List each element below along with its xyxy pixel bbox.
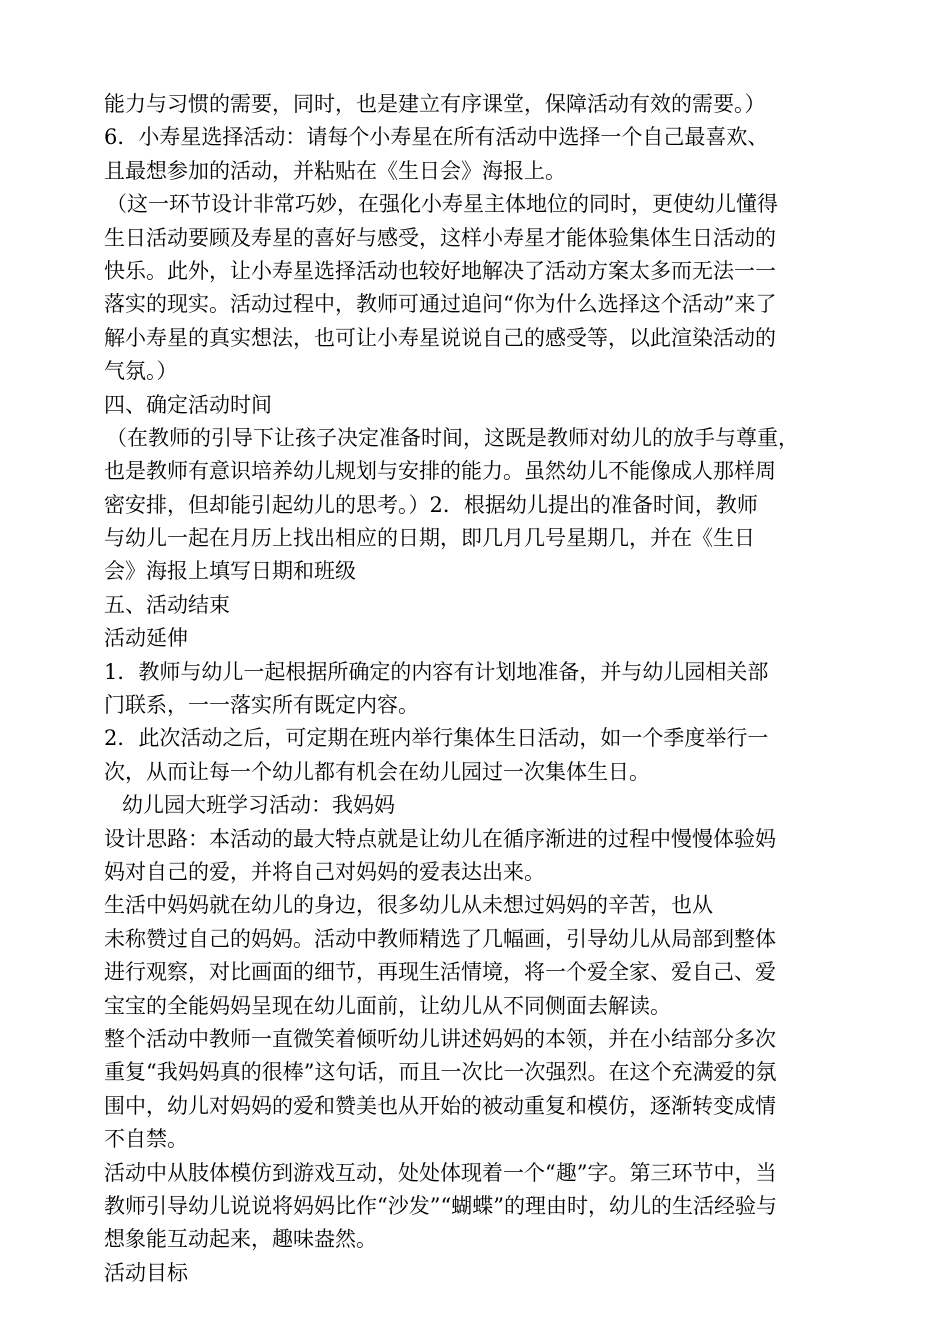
text-line: （在教师的引导下让孩子决定准备时间，这既是教师对幼儿的放手与尊重， [106, 425, 799, 450]
text-line: 进行观察，对比画面的细节，再现生活情境，将一个爱全家、爱自己、爱 [104, 960, 776, 985]
text-line: 会》海报上填写日期和班级 [104, 559, 356, 584]
text-line: 想象能互动起来，趣味盎然。 [104, 1227, 377, 1252]
text-line: 围中，幼儿对妈妈的爱和赞美也从开始的被动重复和模仿，逐渐转变成情 [104, 1093, 776, 1118]
text-line: 落实的现实。活动过程中，教师可通过追问“你为什么选择这个活动”来了 [104, 292, 777, 317]
section-heading: 四、确定活动时间 [104, 392, 272, 417]
text-line: 设计思路：本活动的最大特点就是让幼儿在循序渐进的过程中慢慢体验妈 [104, 826, 776, 851]
document-title: 幼儿园大班学习活动：我妈妈 [122, 793, 395, 818]
text-line: 活动中从肢体模仿到游戏互动，处处体现着一个“趣”字。第三环节中，当 [104, 1160, 777, 1185]
section-heading: 活动目标 [104, 1260, 188, 1285]
text-line: 气氛。） [104, 359, 178, 384]
text-line: 生活中妈妈就在幼儿的身边，很多幼儿从未想过妈妈的辛苦，也从 [104, 893, 713, 918]
text-line: 且最想参加的活动，并粘贴在《生日会》海报上。 [104, 158, 566, 183]
text-line: 未称赞过自己的妈妈。活动中教师精选了几幅画，引导幼儿从局部到整体 [104, 926, 776, 951]
text-line: 生日活动要顾及寿星的喜好与感受，这样小寿星才能体验集体生日活动的 [104, 225, 776, 250]
text-line: 整个活动中教师一直微笑着倾听幼儿讲述妈妈的本领，并在小结部分多次 [104, 1026, 776, 1051]
document-body [104, 88, 864, 1290]
text-line: 教师引导幼儿说说将妈妈比作“沙发”“蝴蝶”的理由时，幼儿的生活经验与 [104, 1193, 777, 1218]
list-item: 6．小寿星选择活动：请每个小寿星在所有活动中选择一个自己最喜欢、 [104, 125, 769, 150]
text-line: 妈对自己的爱，并将自己对妈妈的爱表达出来。 [104, 859, 545, 884]
text-line: 重复“我妈妈真的很棒”这句话，而且一次比一次强烈。在这个充满爱的氛 [104, 1060, 777, 1085]
text-line: 能力与习惯的需要，同时，也是建立有序课堂，保障活动有效的需要。） [104, 92, 766, 116]
text-line: 与幼儿一起在月历上找出相应的日期，即几月几号星期几，并在《生日 [104, 526, 755, 551]
text-line: 宝宝的全能妈妈呈现在幼儿面前，让幼儿从不同侧面去解读。 [104, 993, 671, 1018]
text-line: 也是教师有意识培养幼儿规划与安排的能力。虽然幼儿不能像成人那样周 [104, 459, 776, 484]
text-line: 解小寿星的真实想法，也可让小寿星说说自己的感受等，以此渲染活动的 [104, 325, 776, 350]
text-line: （这一环节设计非常巧妙，在强化小寿星主体地位的同时，更使幼儿懂得 [106, 192, 778, 217]
list-item: 2．此次活动之后，可定期在班内举行集体生日活动，如一个季度举行一 [104, 726, 769, 751]
text-line: 门联系，一一落实所有既定内容。 [104, 693, 419, 718]
section-heading: 活动延伸 [104, 626, 188, 651]
text-line: 不自禁。 [104, 1127, 188, 1152]
section-heading: 五、活动结束 [104, 592, 230, 617]
text-line: 次，从而让每一个幼儿都有机会在幼儿园过一次集体生日。 [104, 759, 650, 784]
text-line: 快乐。此外，让小寿星选择活动也较好地解决了活动方案太多而无法一一 [104, 258, 776, 283]
list-item: 1．教师与幼儿一起根据所确定的内容有计划地准备，并与幼儿园相关部 [104, 659, 769, 684]
text-line: 密安排，但却能引起幼儿的思考。）2．根据幼儿提出的准备时间，教师 [104, 492, 758, 517]
